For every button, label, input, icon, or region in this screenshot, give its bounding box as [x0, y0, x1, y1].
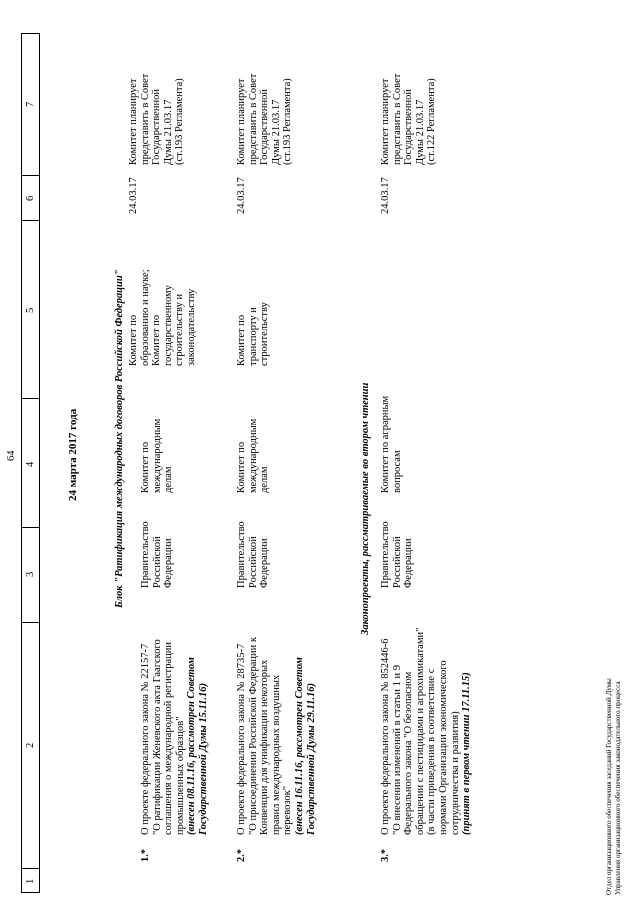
section-heading-ratification: Блок "Ратификация международных договоров Российской Федерации" — [114, 269, 125, 608]
co-committee-line: строительству — [259, 302, 271, 366]
page-footer — [605, 678, 623, 895]
committee-line: Комитет по аграрным — [380, 395, 391, 493]
row-2-committee — [236, 419, 271, 493]
row-3-title-line: (в части приведения в соответствие с — [426, 668, 438, 835]
row-2-title-line: О проекте федерального закона № 28735-7 — [236, 643, 247, 835]
row-1-title-line: О проекте федерального закона № 22157-7 — [140, 643, 151, 835]
row-1-remark — [128, 74, 186, 165]
remark-line: представить в Совет — [391, 73, 403, 165]
co-committee-line: Комитет по — [128, 314, 139, 366]
row-3-committee — [380, 396, 403, 493]
remark-line: Думы 21.03.17 — [162, 99, 174, 165]
remark-line: Думы 21.03.17 — [270, 99, 282, 165]
remark-line: (ст.193 Регламента) — [282, 78, 294, 165]
row-1-title-line: соглашения о международной регистрации — [163, 642, 175, 835]
committee-line: международным — [151, 418, 163, 493]
row-3-title-line: нормами Организации экономического — [437, 660, 449, 835]
initiator-line: Правительство — [380, 521, 391, 588]
remark-line: (ст.122 Регламента) — [426, 78, 438, 165]
co-committee-line: Комитет по — [151, 314, 163, 366]
row-2-title-line: Конвенции для унификации некоторых — [259, 659, 271, 835]
row-2-note-line: (внесен 16.11.16, рассмотрен Советом — [293, 657, 305, 835]
footer-line: Управления организационного обеспечения законодательного процесса — [614, 681, 622, 895]
row-3-remark — [380, 74, 438, 165]
initiator-line: Российской — [151, 536, 163, 588]
row-2-date: 24.03.17 — [236, 177, 247, 214]
row-1-note-line: Государственной Думы 15.11.16) — [197, 682, 209, 835]
column-header-5: 5 — [21, 221, 40, 399]
co-committee-line: образованию и науке; — [139, 269, 151, 366]
row-1-initiator — [140, 521, 175, 588]
row-1-date: 24.03.17 — [128, 177, 139, 214]
row-2-co-committee — [236, 302, 271, 366]
initiator-line: Федерации — [403, 538, 415, 588]
co-committee-line: государственному — [162, 285, 174, 366]
co-committee-line: строительству и — [174, 293, 186, 366]
initiator-line: Федерации — [163, 538, 175, 588]
row-3-note-line: (принят в первом чтении 17.11.15) — [461, 672, 473, 835]
remark-line: Государственной — [259, 89, 271, 165]
remark-line: Комитет планирует — [128, 78, 139, 165]
row-2-title-line: правил международных воздушных — [270, 674, 282, 835]
row-1-title-line: "О ратификации Женевского акта Гаагского — [151, 639, 163, 835]
column-header-2: 2 — [21, 623, 40, 869]
column-header-4: 4 — [21, 399, 40, 528]
row-3-title — [380, 628, 473, 835]
row-3-title-line: Федерального закона "О безопасном — [403, 671, 415, 835]
section-heading-second-reading: Законопроекты, рассматриваемые во втором чтении — [360, 382, 371, 635]
column-header-7: 7 — [21, 33, 40, 176]
committee-line: вопросам — [391, 450, 403, 493]
row-1-committee — [140, 419, 175, 493]
row-2-title-line: "О присоединении Российской Федерации к — [247, 637, 259, 835]
initiator-line: Федерации — [259, 538, 271, 588]
row-1-note-line: (внесен 08.11.16, рассмотрен Советом — [186, 657, 198, 835]
remark-line: представить в Совет — [247, 73, 259, 165]
co-committee-line: транспорту и — [247, 307, 259, 366]
remark-line: представить в Совет — [139, 73, 151, 165]
row-2-title — [236, 637, 317, 835]
committee-line: международным — [247, 418, 259, 493]
remark-line: Государственной — [151, 89, 163, 165]
row-3-title-line: обращении с пестицидами и агрохимикатами" — [414, 627, 426, 835]
page-number: 64 — [6, 450, 17, 461]
co-committee-line: Комитет по — [236, 314, 247, 366]
column-header-6: 6 — [21, 176, 40, 221]
committee-line: делам — [259, 466, 271, 493]
row-3-number: 3.* — [380, 848, 391, 862]
remark-line: Думы 21.03.17 — [414, 99, 426, 165]
row-2-remark — [236, 74, 294, 165]
row-1-co-committee — [128, 269, 198, 366]
remark-line: (ст.193 Регламента) — [174, 78, 186, 165]
row-1-number: 1.* — [140, 848, 151, 862]
row-3-date: 24.03.17 — [380, 177, 391, 214]
initiator-line: Российской — [247, 536, 259, 588]
footer-line: Отдел организационного обеспечения заседаний Государственной Думы — [605, 678, 613, 895]
remark-line: Государственной — [403, 89, 415, 165]
row-3-title-line: О проекте федерального закона № 852446-6 — [380, 638, 391, 835]
initiator-line: Правительство — [236, 521, 247, 588]
column-header-1: 1 — [21, 869, 40, 893]
row-1-title — [140, 639, 210, 835]
column-header-row — [21, 33, 40, 893]
row-3-title-line: сотрудничества и развития) — [449, 711, 461, 835]
co-committee-line: законодательству — [185, 288, 197, 366]
row-2-title-line: перевозок" — [282, 785, 294, 835]
row-2-note-line: Государственной Думы 29.11.16) — [305, 682, 317, 835]
initiator-line: Российской — [391, 536, 403, 588]
remark-line: Комитет планирует — [236, 78, 247, 165]
row-1-title-line: промышленных образцов" — [174, 716, 186, 835]
row-2-initiator — [236, 521, 271, 588]
row-3-initiator — [380, 521, 415, 588]
column-header-3: 3 — [21, 528, 40, 623]
row-2-number: 2.* — [236, 848, 247, 862]
initiator-line: Правительство — [140, 521, 151, 588]
committee-line: Комитет по — [236, 441, 247, 493]
date-heading: 24 марта 2017 года — [67, 408, 79, 501]
committee-line: делам — [163, 466, 175, 493]
row-3-title-line: "О внесении изменений в статьи 1 и 9 — [391, 665, 403, 835]
committee-line: Комитет по — [140, 441, 151, 493]
remark-line: Комитет планирует — [380, 78, 391, 165]
